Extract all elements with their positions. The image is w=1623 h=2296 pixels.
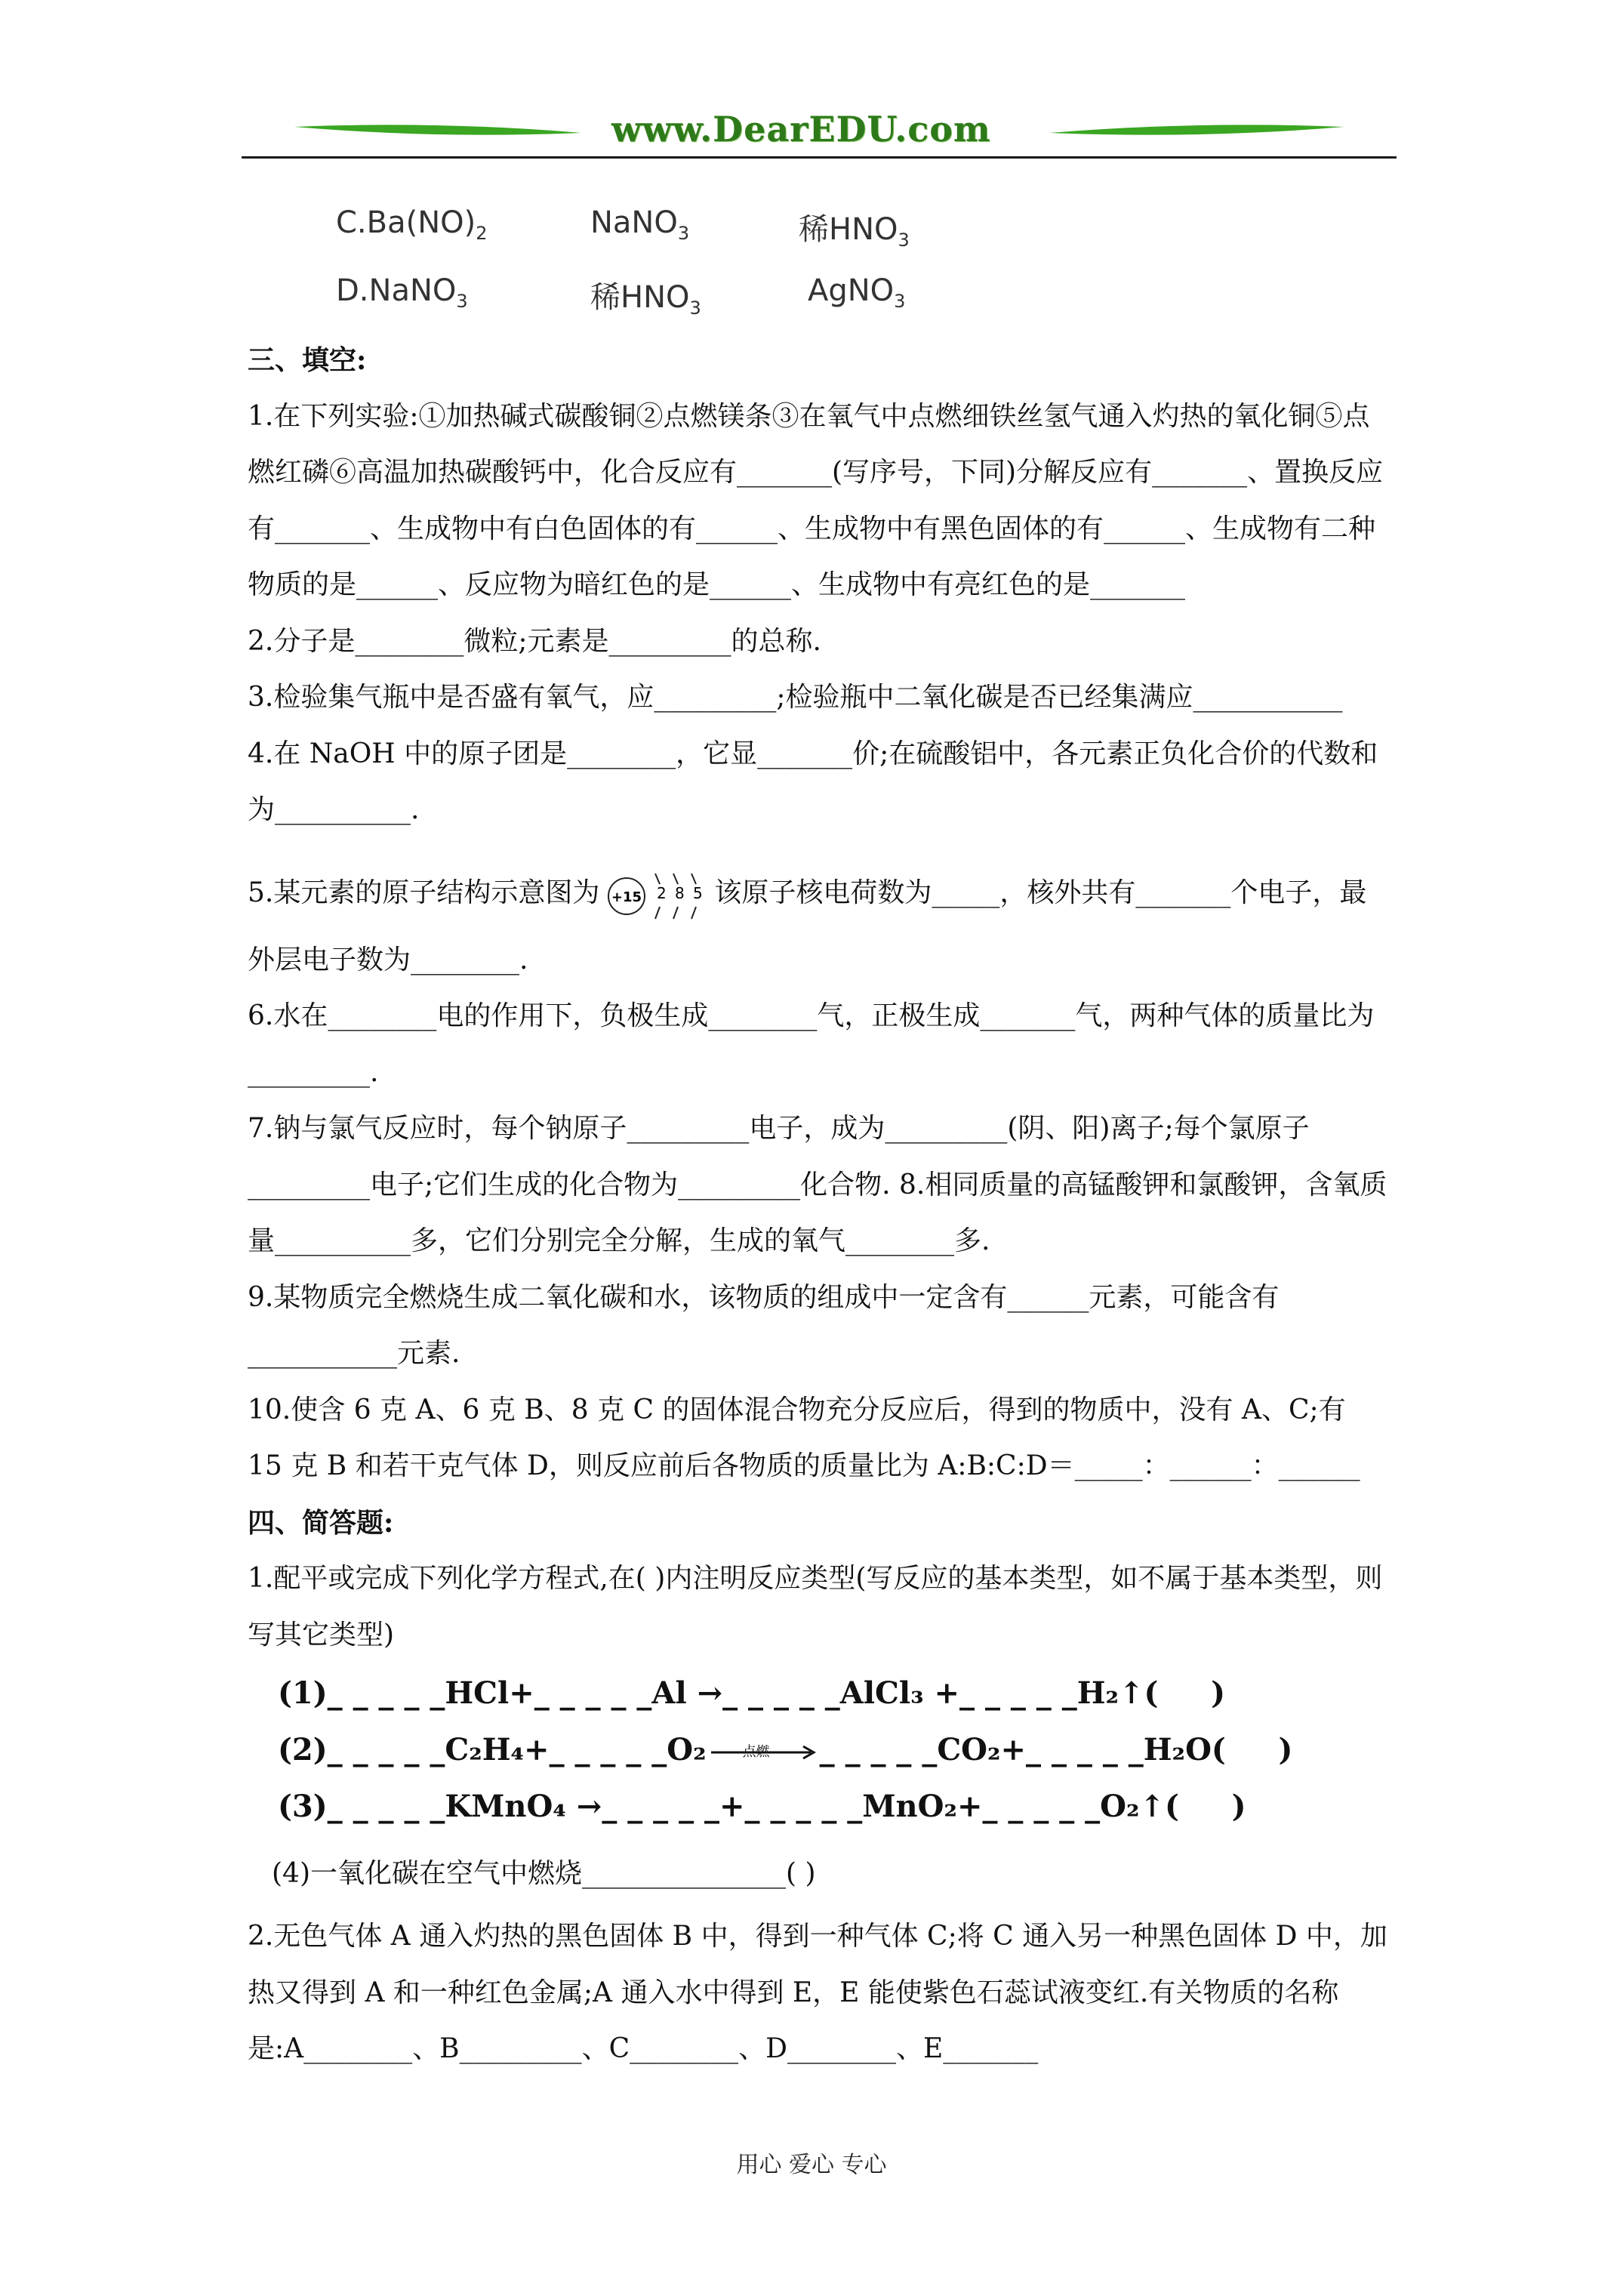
atom-nucleus-label: +15 [611, 889, 642, 905]
left-swoosh-decoration [294, 122, 581, 139]
reaction-arrow-with-condition: 点燃 [707, 1737, 820, 1767]
question-3-6: 6.水在________电的作用下，负极生成________气，正极生成_______气，两种气体的质量比为_________. [248, 1000, 1375, 1088]
section-4-title: 四、简答题: [248, 1506, 394, 1539]
atom-structure-diagram [604, 857, 710, 932]
chemical-equations [278, 1665, 1292, 1835]
atom-shell-3: 5 [693, 883, 704, 902]
page-footer: 用心 爱心 专心 [736, 2152, 887, 2178]
atom-shell-1: 2 [657, 883, 667, 902]
question-4-2: 2.无色气体 A 通入灼热的黑色固体 B 中，得到一种气体 C;将 C 通入另一种黑色固体 D 中，加热又得到 A 和一种红色金属;A 通入水中得到 E，E 能使紫色石蕊试液变红.有关物质的名称是:A________、B_________、C________、D________、E_______ [248, 1921, 1387, 2064]
right-swoosh-decoration [1049, 122, 1344, 139]
question-3-2: 2.分子是________微粒;元素是_________的总称. [248, 625, 821, 657]
equation-2: (2)_ _ _ _ _C₂H₄+_ _ _ _ _O₂ 点燃 _ _ _ _ _CO₂+_ _ _ _ _H₂O( ) [278, 1732, 1293, 1767]
question-3-5: 5.某元素的原子结构示意图为 +15 2 8 5 该原子核电荷数为_____，核外共有_______个电子，最外层电子数为________. [248, 857, 1387, 989]
question-3-1: 1.在下列实验:①加热碱式碳酸铜②点燃镁条③在氧气中点燃细铁丝氢气通入灼热的氧化铜⑤点燃红磷⑥高温加热碳酸钙中，化合反应有_______(写序号，下同)分解反应有_______、置换反应有_______、生成物中有白色固体的有______、生成物中有黑色固体的有______、生成物有二种物质的是______、反应物为暗红色的是______、生成物中有亮红色的是_______ [248, 400, 1384, 600]
question-3-4: 4.在 NaOH 中的原子团是________，它显_______价;在硫酸铝中，各元素正负化合价的代数和为__________. [248, 738, 1378, 825]
question-3-7: 7.钠与氯气反应时，每个钠原子_________电子，成为_________(阴、阳)离子;每个氯原子_________电子;它们生成的化合物为_________化合物. 8.相同质量的高锰酸钾和氯酸钾，含氧质量__________多，它们分别完全分解，生成的氧气________多. [248, 1113, 1387, 1256]
equation-4: (4)一氧化碳在空气中燃烧_______________( ) [272, 1858, 816, 1889]
question-3-9: 9.某物质完全燃烧生成二氧化碳和水，该物质的组成中一定含有______元素，可能含有___________元素. [248, 1281, 1280, 1369]
option-c-item3: 稀$HNO_3$ [799, 212, 910, 251]
question-3-3: 3.检验集气瓶中是否盛有氧气，应_________;检验瓶中二氧化碳是否已经集满应___________ [248, 682, 1343, 713]
equation-3: (3)_ _ _ _ _KMnO₄ →_ _ _ _ _+_ _ _ _ _MnO₂+_ _ _ _ _O₂↑( ) [278, 1789, 1246, 1824]
section-3-title: 三、填空: [248, 344, 367, 376]
question-4-2-block [248, 1909, 1387, 2078]
equation-1: (1)_ _ _ _ _HCl+_ _ _ _ _Al →_ _ _ _ _AlCl₃ +_ _ _ _ _H₂↑( ) [278, 1675, 1226, 1711]
option-d-item2: 稀$HNO_3$ [590, 280, 701, 319]
header-rule [242, 156, 1397, 159]
page-header [242, 109, 1397, 159]
site-logo-text: www.DearEDU.com [611, 109, 991, 149]
question-content [248, 332, 1387, 1663]
atom-shell-2: 8 [675, 883, 685, 902]
option-c-label: $C.Ba(NO)_2$ [336, 205, 488, 244]
option-d-item3: AgNO$_3$ [808, 273, 906, 312]
question-3-10: 10.使含 6 克 A、6 克 B、8 克 C 的固体混合物充分反应后，得到的物质中，没有 A、C;有 15 克 B 和若干克气体 D，则反应前后各物质的质量比为 A:B:C:D＝_____：______：______ [248, 1394, 1360, 1481]
option-c-item2: NaNO$_3$ [590, 205, 690, 244]
question-4-1: 1.配平或完成下列化学方程式,在( )内注明反应类型(写反应的基本类型，如不属于基本类型，则写其它类型) [248, 1563, 1383, 1650]
option-d-label: D.NaNO$_3$ [336, 273, 468, 312]
